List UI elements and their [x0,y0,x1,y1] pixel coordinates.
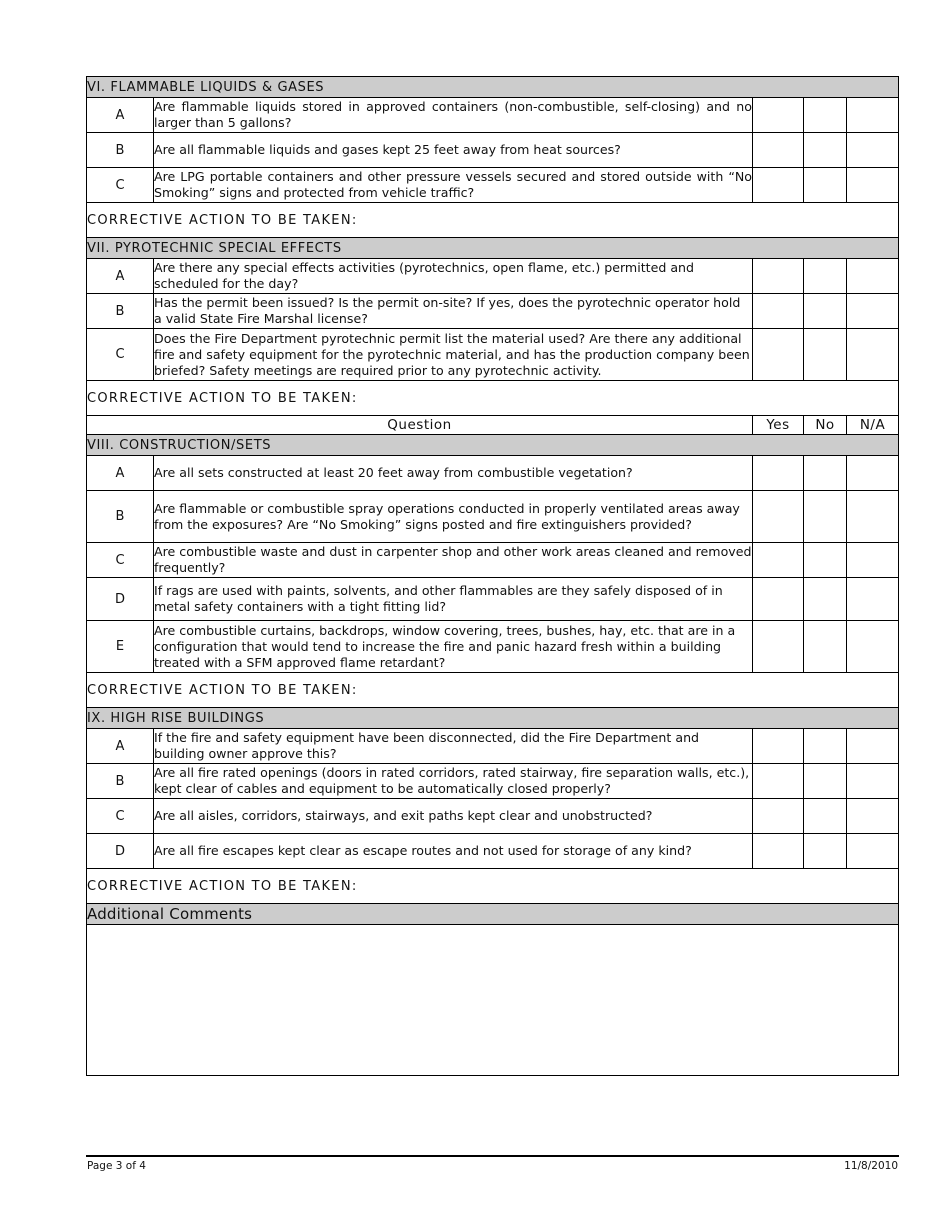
na-cell[interactable] [847,98,899,133]
row-letter: B [87,491,154,543]
question-text: Are all aisles, corridors, stairways, and exit paths kept clear and unobstructed? [154,799,753,834]
section-title-vi: VI. FLAMMABLE LIQUIDS & GASES [87,77,899,98]
question-text: Are there any special effects activities (pyrotechnics, open flame, etc.) permitted and scheduled for the day? [154,259,753,294]
corrective-action-row [87,673,899,708]
no-cell[interactable] [804,456,847,491]
row-letter: D [87,578,154,621]
question-row [87,98,899,133]
no-cell[interactable] [804,168,847,203]
no-cell[interactable] [804,329,847,381]
corrective-action-row [87,203,899,238]
row-letter: A [87,456,154,491]
question-text: Are all flammable liquids and gases kept 25 feet away from heat sources? [154,133,753,168]
yes-cell[interactable] [753,294,804,329]
question-row [87,168,899,203]
na-cell[interactable] [847,329,899,381]
question-row [87,578,899,621]
question-row [87,491,899,543]
question-row [87,621,899,673]
section-title-vii: VII. PYROTECHNIC SPECIAL EFFECTS [87,238,899,259]
na-cell[interactable] [847,259,899,294]
question-row [87,764,899,799]
section-header [87,904,899,925]
na-cell[interactable] [847,729,899,764]
na-cell[interactable] [847,491,899,543]
yes-cell[interactable] [753,133,804,168]
yes-cell[interactable] [753,456,804,491]
section-header [87,708,899,729]
section-title-ix: IX. HIGH RISE BUILDINGS [87,708,899,729]
section-header [87,435,899,456]
row-letter: C [87,799,154,834]
question-text: Are all sets constructed at least 20 feet away from combustible vegetation? [154,456,753,491]
yes-cell[interactable] [753,834,804,869]
corrective-action-label[interactable]: CORRECTIVE ACTION TO BE TAKEN: [87,381,899,416]
no-cell[interactable] [804,491,847,543]
column-question: Question [87,416,753,435]
section-header [87,238,899,259]
no-cell[interactable] [804,294,847,329]
no-cell[interactable] [804,578,847,621]
question-row [87,259,899,294]
na-cell[interactable] [847,799,899,834]
question-row [87,133,899,168]
yes-cell[interactable] [753,764,804,799]
question-row [87,799,899,834]
row-letter: C [87,329,154,381]
column-no: No [804,416,847,435]
na-cell[interactable] [847,834,899,869]
yes-cell[interactable] [753,491,804,543]
row-letter: A [87,729,154,764]
corrective-action-label[interactable]: CORRECTIVE ACTION TO BE TAKEN: [87,869,899,904]
na-cell[interactable] [847,168,899,203]
no-cell[interactable] [804,133,847,168]
section-header [87,77,899,98]
row-letter: D [87,834,154,869]
no-cell[interactable] [804,729,847,764]
na-cell[interactable] [847,764,899,799]
na-cell[interactable] [847,543,899,578]
column-yes: Yes [753,416,804,435]
section-title-viii: VIII. CONSTRUCTION/SETS [87,435,899,456]
question-text: Are all fire escapes kept clear as escape routes and not used for storage of any kind? [154,834,753,869]
question-row [87,834,899,869]
question-text: If rags are used with paints, solvents, and other flammables are they safely disposed of in metal safety containers with a tight fitting lid? [154,578,753,621]
question-row [87,729,899,764]
column-header-row [87,416,899,435]
page-number: Page 3 of 4 [87,1160,146,1172]
na-cell[interactable] [847,578,899,621]
additional-comments-title: Additional Comments [87,904,899,925]
row-letter: C [87,168,154,203]
question-text: If the fire and safety equipment have been disconnected, did the Fire Department and building owner approve this? [154,729,753,764]
yes-cell[interactable] [753,799,804,834]
yes-cell[interactable] [753,259,804,294]
no-cell[interactable] [804,799,847,834]
question-row [87,294,899,329]
inspection-form-table [86,76,899,1076]
na-cell[interactable] [847,456,899,491]
no-cell[interactable] [804,764,847,799]
corrective-action-row [87,869,899,904]
question-row [87,456,899,491]
yes-cell[interactable] [753,168,804,203]
no-cell[interactable] [804,98,847,133]
na-cell[interactable] [847,621,899,673]
row-letter: B [87,294,154,329]
no-cell[interactable] [804,834,847,869]
corrective-action-row [87,381,899,416]
yes-cell[interactable] [753,543,804,578]
yes-cell[interactable] [753,98,804,133]
yes-cell[interactable] [753,578,804,621]
question-text: Are all fire rated openings (doors in rated corridors, rated stairway, fire separation walls, etc.), kept clear of cables and equipment to be automatically closed properly? [154,764,753,799]
question-text: Are combustible waste and dust in carpenter shop and other work areas cleaned and removed frequently? [154,543,753,578]
question-text: Are combustible curtains, backdrops, window covering, trees, bushes, hay, etc. that are in a configuration that would tend to increase the fire and panic hazard fresh within a building treated with a SFM approved flame retardant? [154,621,753,673]
yes-cell[interactable] [753,729,804,764]
comments-row [87,925,899,1076]
row-letter: A [87,98,154,133]
row-letter: C [87,543,154,578]
column-na: N/A [847,416,899,435]
row-letter: B [87,133,154,168]
question-row [87,543,899,578]
row-letter: B [87,764,154,799]
no-cell[interactable] [804,259,847,294]
na-cell[interactable] [847,133,899,168]
na-cell[interactable] [847,294,899,329]
yes-cell[interactable] [753,329,804,381]
question-text: Are flammable liquids stored in approved containers (non-combustible, self-closing) and no larger than 5 gallons? [154,98,753,133]
question-row [87,329,899,381]
question-text: Does the Fire Department pyrotechnic permit list the material used? Are there any additional fire and safety equipment for the pyrotechnic material, and has the production company been briefed? Safety meetings are required prior to any pyrotechnic activity. [154,329,753,381]
question-text: Are flammable or combustible spray operations conducted in properly ventilated areas away from the exposures? Are “No Smoking” signs posted and fire extinguishers provided? [154,491,753,543]
no-cell[interactable] [804,621,847,673]
question-text: Are LPG portable containers and other pressure vessels secured and stored outside with “No Smoking” signs and protected from vehicle traffic? [154,168,753,203]
corrective-action-label[interactable]: CORRECTIVE ACTION TO BE TAKEN: [87,673,899,708]
no-cell[interactable] [804,543,847,578]
yes-cell[interactable] [753,621,804,673]
footer-rule [86,1155,899,1157]
row-letter: A [87,259,154,294]
question-text: Has the permit been issued? Is the permit on-site? If yes, does the pyrotechnic operator hold a valid State Fire Marshal license? [154,294,753,329]
footer-date: 11/8/2010 [844,1160,898,1172]
additional-comments-box[interactable] [87,925,899,1076]
corrective-action-label[interactable]: CORRECTIVE ACTION TO BE TAKEN: [87,203,899,238]
row-letter: E [87,621,154,673]
